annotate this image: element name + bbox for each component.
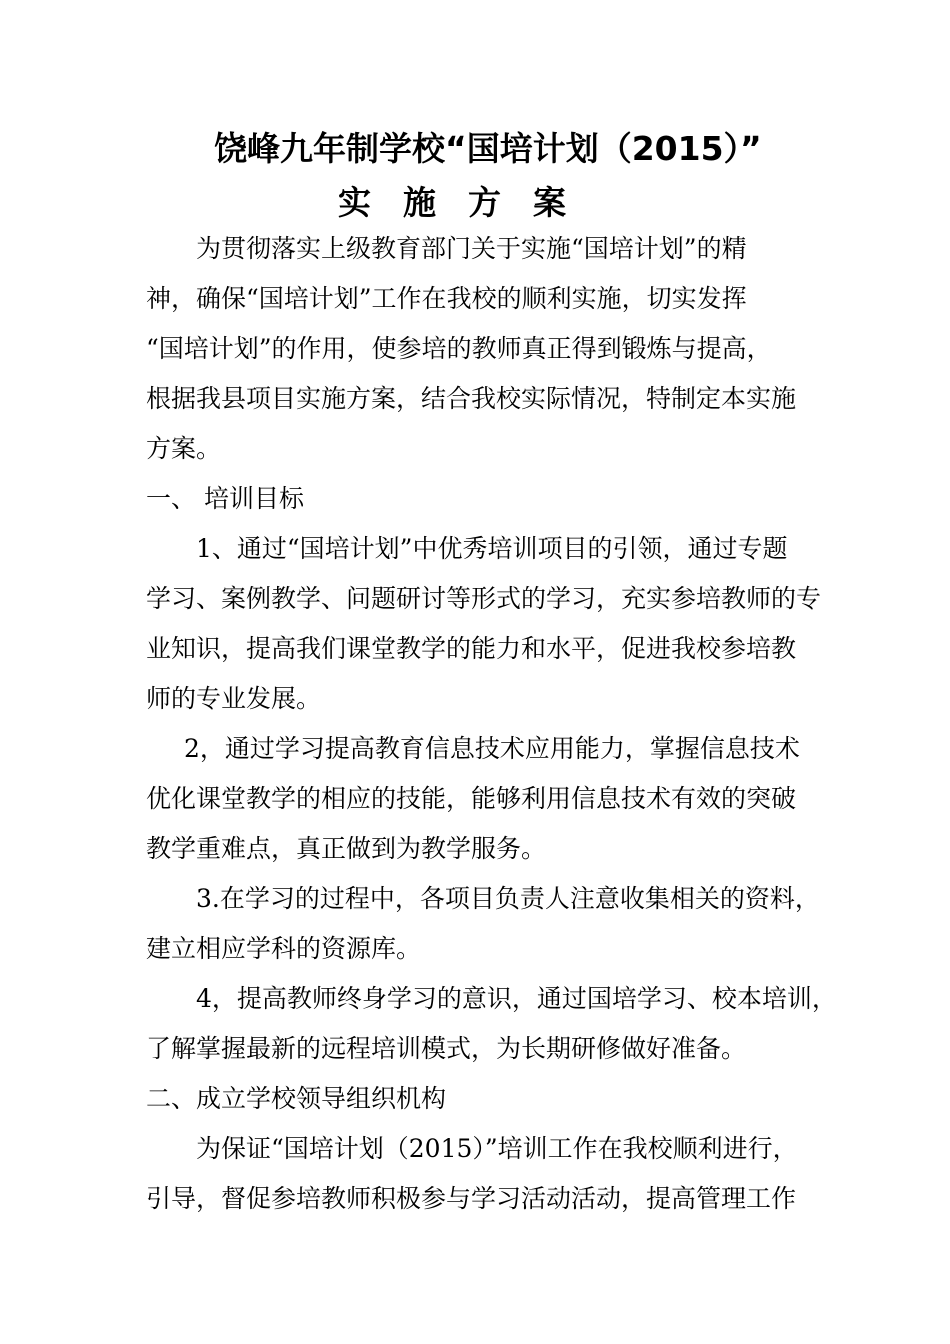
paragraph-line: 3.在学习的过程中，各项目负责人注意收集相关的资料， — [196, 884, 820, 913]
paragraph-line: 4，提高教师终身学习的意识，通过国培学习、校本培训， — [196, 984, 837, 1013]
paragraph-line: 为贯彻落实上级教育部门关于实施“国培计划”的精 — [196, 234, 747, 263]
section-heading: 一、 培训目标 — [146, 484, 304, 513]
paragraph-line: 根据我县项目实施方案，结合我校实际情况，特制定本实施 — [146, 384, 797, 413]
paragraph-line: 为保证“国培计划（2015）”培训工作在我校顺利进行， — [196, 1134, 798, 1163]
paragraph-line: “国培计划”的作用，使参培的教师真正得到锻炼与提高， — [146, 334, 772, 363]
paragraph-line: 优化课堂教学的相应的技能，能够利用信息技术有效的突破 — [146, 784, 797, 813]
paragraph-line: 方案。 — [146, 434, 222, 463]
paragraph-line: 了解掌握最新的远程培训模式，为长期研修做好准备。 — [146, 1034, 747, 1063]
paragraph-line: 业知识，提高我们课堂教学的能力和水平，促进我校参培教 — [146, 634, 797, 663]
document-title: 饶峰九年制学校“国培计划（2015）” — [214, 129, 762, 168]
paragraph-line: 学习、案例教学、问题研讨等形式的学习，充实参培教师的专 — [146, 584, 822, 613]
paragraph-line: 建立相应学科的资源库。 — [146, 934, 422, 963]
paragraph-line: 教学重难点，真正做到为教学服务。 — [146, 834, 547, 863]
paragraph-line: 神，确保“国培计划”工作在我校的顺利实施，切实发挥 — [146, 284, 747, 313]
paragraph-line: 师的专业发展。 — [146, 684, 322, 713]
paragraph-line: 1、通过“国培计划”中优秀培训项目的引领，通过专题 — [196, 534, 788, 563]
paragraph-line: 引导，督促参培教师积极参与学习活动活动，提高管理工作 — [146, 1184, 797, 1213]
section-heading: 二、成立学校领导组织机构 — [146, 1084, 447, 1113]
document-subtitle: 实施方案 — [338, 183, 598, 222]
paragraph-line: 2，通过学习提高教育信息技术应用能力，掌握信息技术 — [184, 734, 800, 763]
document-body — [146, 224, 837, 1224]
